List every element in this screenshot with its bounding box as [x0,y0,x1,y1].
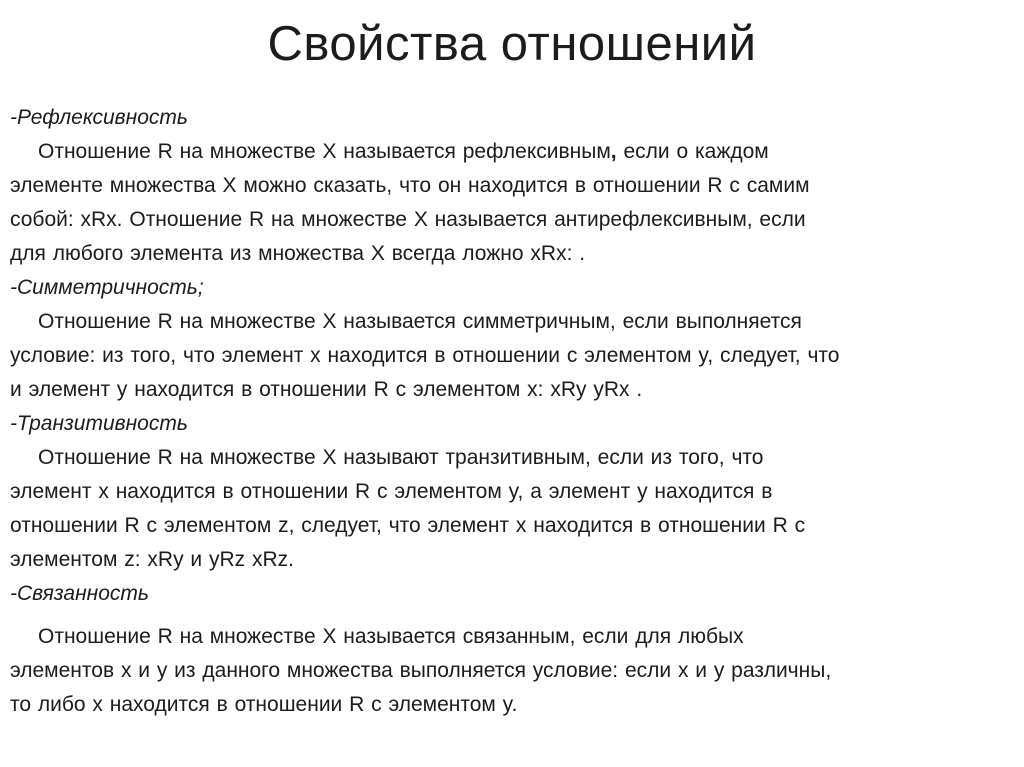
reflexivity-line-2: элементе множества X можно сказать, что он находится в отношении R с самим [10,174,810,197]
reflexivity-line-1-part-b: если о каждом [616,140,769,163]
transitivity-line-1: Отношение R на множестве X называют транзитивным, если из того, что [38,446,764,469]
transitivity-line-3: отношении R с элементом z, следует, что элемент x находится в отношении R с [10,514,806,537]
reflexivity-line-3: собой: xRx. Отношение R на множестве X называется антирефлексивным, если [10,208,806,231]
reflexivity-line-1 [10,135,1014,169]
heading-connectedness: -Связанность [10,582,149,605]
symmetry-line-3: и элемент y находится в отношении R с элементом x: xRy yRx . [10,378,643,401]
reflexivity-line-1-comma: , [610,140,617,163]
section-gap [10,611,1014,620]
heading-transitivity: -Транзитивность [10,412,188,435]
symmetry-line-2: условие: из того, что элемент x находится в отношении с элементом y, следует, что [10,344,840,367]
page-title: Свойства отношений [267,17,757,71]
transitivity-line-2: элемент x находится в отношении R с элементом y, а элемент y находится в [10,480,773,503]
symmetry-line-1: Отношение R на множестве X называется симметричным, если выполняется [38,310,802,333]
reflexivity-line-4: для любого элемента из множества X всегда ложно xRx: . [10,242,586,265]
reflexivity-line-1-part-a: Отношение R на множестве X называется рефлексивным [38,140,611,163]
heading-reflexivity: -Рефлексивность [10,106,188,129]
connectedness-line-1: Отношение R на множестве X называется связанным, если для любых [38,625,744,648]
connectedness-line-3: то либо x находится в отношении R с элементом y. [10,693,518,716]
slide-body [10,101,1014,722]
heading-symmetry: -Симметричность; [10,276,204,299]
connectedness-line-2: элементов x и y из данного множества выполняется условие: если x и y различны, [10,659,832,682]
transitivity-line-4: элементом z: xRy и yRz xRz. [10,548,294,571]
